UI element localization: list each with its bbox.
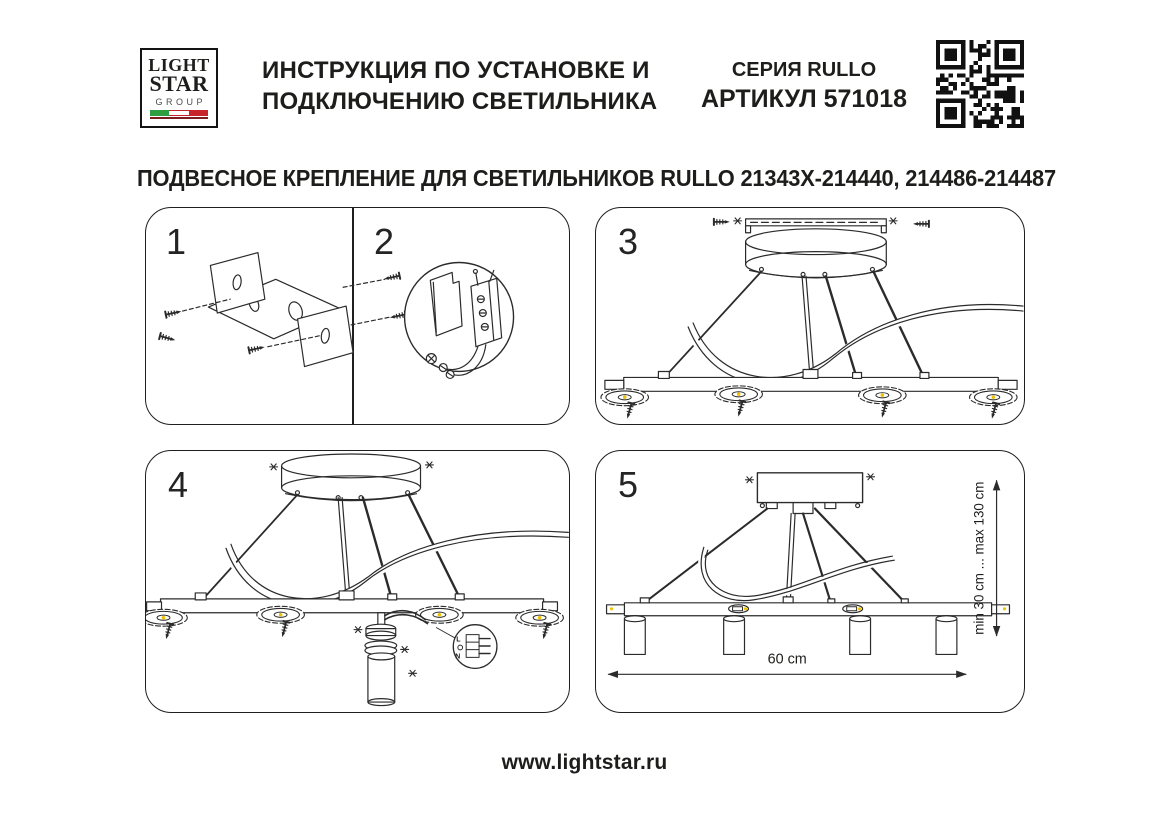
- tighten-sparkle-icon: [270, 464, 278, 470]
- tighten-sparkle-icon: [745, 477, 753, 483]
- step-number-4: 4: [168, 464, 189, 505]
- screw-icon: [389, 311, 406, 320]
- tighten-sparkle-icon: [401, 647, 409, 653]
- page-title-line-2: ПОДКЛЮЧЕНИЮ СВЕТИЛЬНИКА: [262, 88, 658, 115]
- tighten-sparkle-icon: [409, 670, 417, 676]
- suspension-cables: [203, 495, 460, 599]
- screw-icon: [714, 219, 730, 225]
- panel-steps-1-2: [145, 207, 570, 425]
- panel-step-3: [595, 207, 1025, 425]
- screw-icon: [383, 273, 400, 282]
- width-dimension: [609, 651, 966, 674]
- lamp-holder-disc: [601, 389, 649, 406]
- panel-step-5: [595, 450, 1025, 713]
- tighten-sparkle-icon: [734, 218, 742, 224]
- step-number-1: 1: [166, 221, 187, 262]
- step-number-3: 3: [618, 221, 639, 262]
- canopy-drawing: [282, 454, 421, 501]
- diagram-step3-hanging-frame: [596, 208, 1024, 424]
- lamp-shades: [624, 616, 956, 655]
- tighten-sparkle-icon: [889, 218, 897, 224]
- ceiling-box: [757, 473, 862, 514]
- lamp-holder-disc: [257, 606, 305, 623]
- tighten-sparkle-icon: [867, 474, 875, 480]
- screw-icon: [165, 308, 182, 317]
- terminal-label-n: N: [455, 653, 461, 661]
- step-number-2: 2: [374, 221, 395, 262]
- suspension-cables: [644, 509, 905, 603]
- screw-icon: [913, 221, 929, 227]
- canopy-drawing: [746, 229, 887, 278]
- step-number-5: 5: [618, 464, 639, 505]
- product-article: АРТИКУЛ 571018: [700, 85, 908, 113]
- page-title: [262, 55, 657, 117]
- lamp-bar: [607, 597, 1010, 616]
- flag-red-segment: [189, 110, 208, 116]
- diagram-step4-attach-shade: [146, 451, 569, 712]
- logo-word-star: STAR: [149, 70, 209, 96]
- lamp-shade-drawing: [365, 613, 397, 706]
- lamp-bar: [605, 370, 1017, 392]
- diagram-step5-final-dimensions: [596, 451, 1024, 712]
- flag-green-segment: [150, 110, 169, 116]
- logo-word-group: GROUP: [155, 97, 206, 108]
- width-dimension-label: 60 cm: [767, 651, 807, 668]
- terminal-inset-detail: [453, 625, 497, 669]
- wiring-detail-drawing: [405, 262, 514, 378]
- subtitle: ПОДВЕСНОЕ КРЕПЛЕНИЕ ДЛЯ СВЕТИЛЬНИКОВ RULLO 21343X-214440, 214486-214487: [137, 165, 1056, 191]
- italian-flag-stripe: [150, 110, 208, 119]
- panel-step-4: [145, 450, 570, 713]
- tighten-sparkle-icon: [425, 462, 433, 468]
- terminal-label-l: L: [456, 636, 461, 644]
- lightstar-logo: [140, 48, 218, 128]
- screw-icon: [248, 344, 265, 353]
- diagram-step1-bracket-and-step2-wiring: [146, 208, 569, 424]
- page-title-line-1: ИНСТРУКЦИЯ ПО УСТАНОВКЕ И: [262, 57, 650, 84]
- logo-word-light: LIGHT: [148, 54, 210, 75]
- flag-white-segment: [169, 110, 188, 116]
- product-series: СЕРИЯ RULLO: [731, 59, 877, 81]
- product-block: [693, 59, 915, 114]
- height-dimension-label: min 30 cm ... max 130 cm: [971, 481, 987, 635]
- mounting-bracket-drawing: [183, 253, 391, 367]
- lamp-holder-disc: [516, 609, 564, 626]
- tighten-sparkle-icon: [354, 627, 362, 633]
- power-cord: [701, 547, 894, 600]
- qr-code-icon: [936, 40, 1024, 128]
- screw-icon: [159, 333, 176, 343]
- footer-url: www.lightstar.ru: [501, 751, 668, 774]
